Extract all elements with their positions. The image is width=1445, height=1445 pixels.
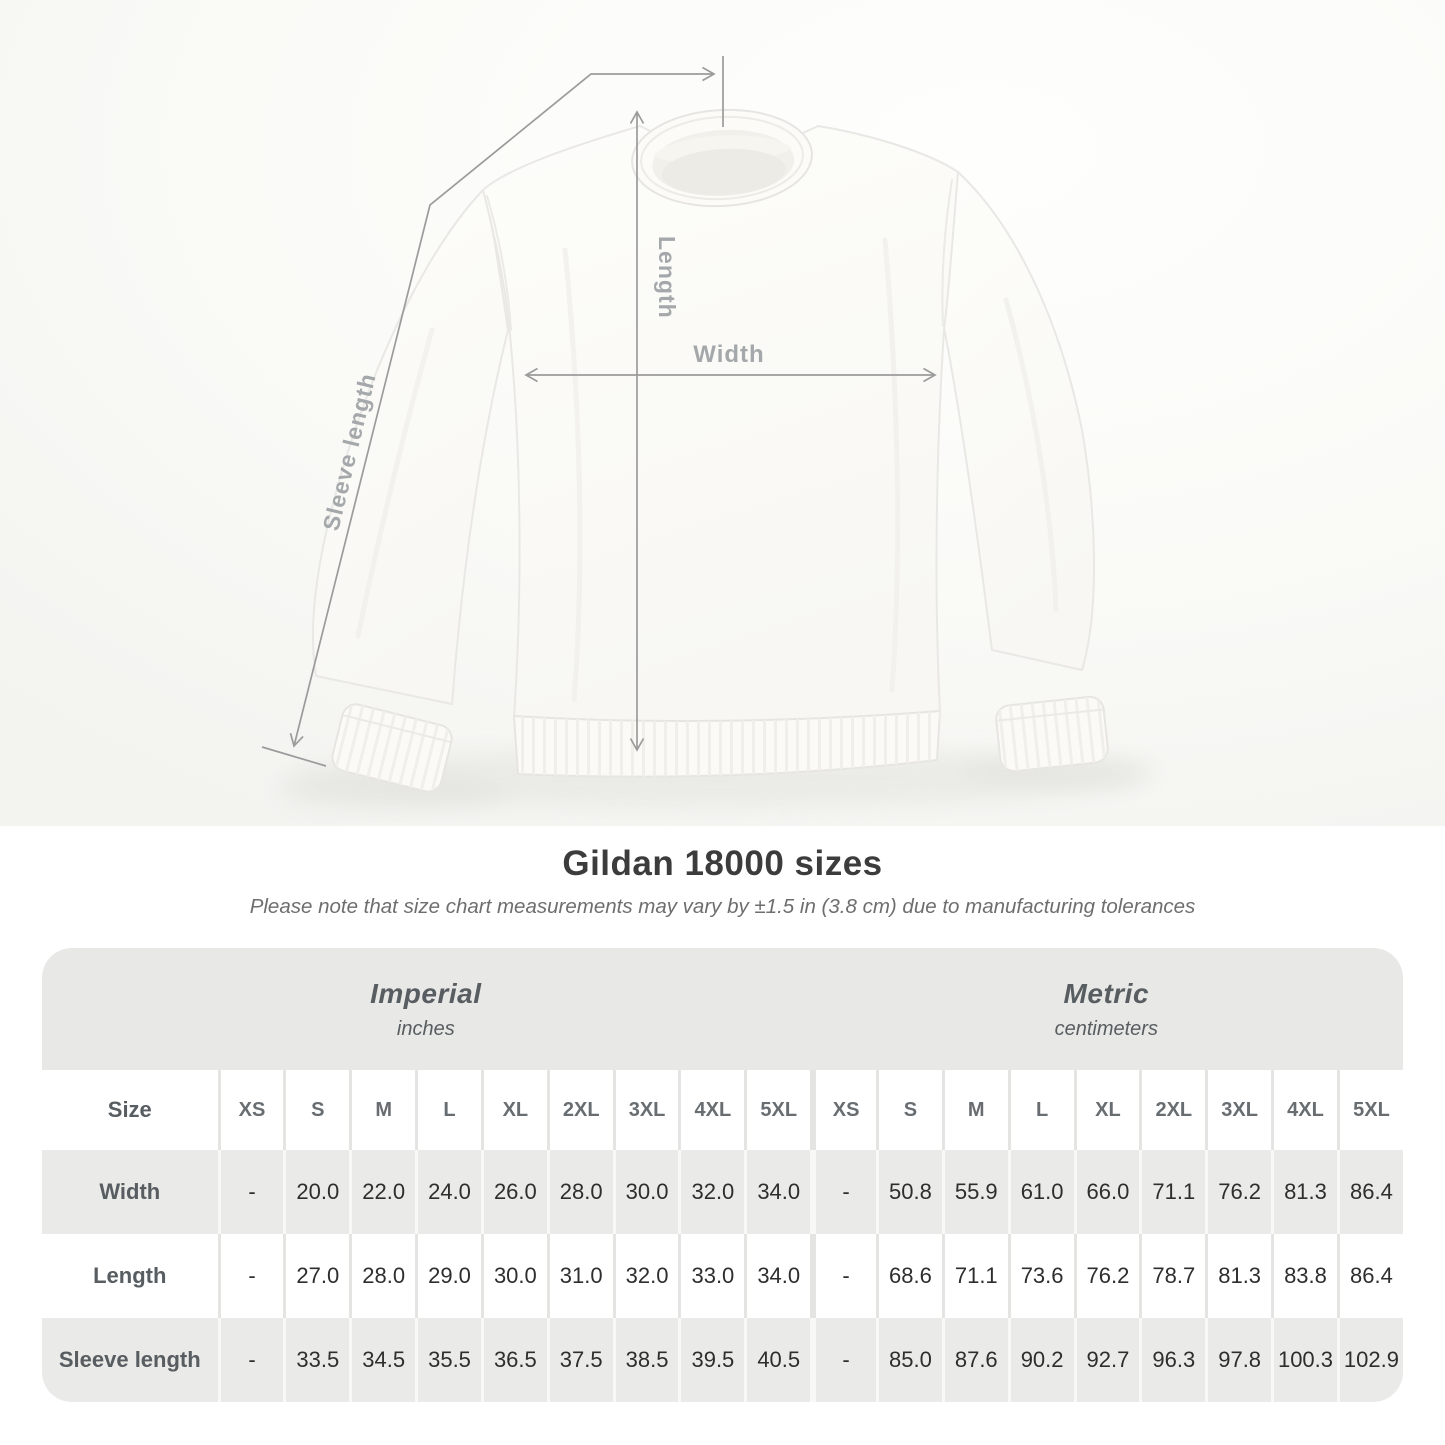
measurement-row-length [42,1234,1403,1318]
value-cell-imperial-m: 22.0 [349,1150,415,1234]
size-header-imperial-xl: XL [481,1070,547,1150]
value-cell-imperial-4xl: 33.0 [678,1234,744,1318]
imperial-unit: inches [396,1017,455,1040]
row-label: Length [93,1263,167,1288]
value-cell-metric-5xl: 86.4 [1337,1234,1403,1318]
value-cell-imperial-xs: - [218,1318,284,1402]
value-cell-metric-xl: 66.0 [1074,1150,1140,1234]
value-cell-metric-l: 73.6 [1008,1234,1074,1318]
value-cell-imperial-m: 28.0 [349,1234,415,1318]
value-cell-metric-3xl: 81.3 [1205,1234,1271,1318]
size-header-metric-xs: XS [810,1070,876,1150]
value-cell-metric-xs: - [810,1318,876,1402]
value-cell-metric-m: 71.1 [942,1234,1008,1318]
size-header-metric-l: L [1008,1070,1074,1150]
size-header-metric-3xl: 3XL [1205,1070,1271,1150]
size-header-imperial-xs: XS [218,1070,284,1150]
unit-band [42,948,1403,1070]
size-header-imperial-5xl: 5XL [744,1070,810,1150]
value-cell-imperial-3xl: 30.0 [613,1150,679,1234]
value-cell-metric-s: 68.6 [876,1234,942,1318]
size-header-metric-m: M [942,1070,1008,1150]
right-cuff [995,696,1109,773]
value-cell-imperial-2xl: 31.0 [547,1234,613,1318]
value-cell-metric-xs: - [810,1234,876,1318]
value-cell-imperial-xl: 30.0 [481,1234,547,1318]
value-cell-imperial-l: 29.0 [415,1234,481,1318]
imperial-heading: Imperial [370,977,482,1009]
size-header-imperial-3xl: 3XL [613,1070,679,1150]
size-header-metric-s: S [876,1070,942,1150]
value-cell-metric-m: 55.9 [942,1150,1008,1234]
value-cell-imperial-xs: - [218,1150,284,1234]
size-header-row [42,1070,1403,1150]
size-header-imperial-2xl: 2XL [547,1070,613,1150]
size-header-imperial-l: L [415,1070,481,1150]
measurement-row-sleeve-length [42,1318,1403,1402]
value-cell-metric-2xl: 71.1 [1139,1150,1205,1234]
tolerance-note: Please note that size chart measurements may vary by ±1.5 in (3.8 cm) due to manufacturing tolerances [249,895,1196,918]
size-header-metric-xl: XL [1074,1070,1140,1150]
value-cell-metric-3xl: 76.2 [1205,1150,1271,1234]
value-cell-metric-l: 90.2 [1008,1318,1074,1402]
value-cell-metric-xl: 92.7 [1074,1318,1140,1402]
value-cell-imperial-3xl: 38.5 [613,1318,679,1402]
value-cell-imperial-5xl: 34.0 [744,1234,810,1318]
width-label: Width [693,341,765,368]
hem-band [514,711,940,777]
measurement-row-width [42,1150,1403,1234]
value-cell-imperial-s: 20.0 [283,1150,349,1234]
value-cell-imperial-4xl: 32.0 [678,1150,744,1234]
body [483,126,958,722]
value-cell-metric-xl: 76.2 [1074,1234,1140,1318]
size-table-grid [42,1070,1403,1402]
metric-heading: Metric [1063,977,1150,1009]
size-header-imperial-4xl: 4XL [678,1070,744,1150]
value-cell-imperial-5xl: 34.0 [744,1150,810,1234]
value-cell-metric-s: 50.8 [876,1150,942,1234]
page-title: Gildan 18000 sizes [562,844,883,883]
value-cell-imperial-l: 24.0 [415,1150,481,1234]
value-cell-imperial-l: 35.5 [415,1318,481,1402]
size-table [42,948,1403,1402]
row-label: Sleeve length [58,1347,201,1372]
size-column-header: Size [107,1097,152,1122]
length-label: Length [654,236,680,319]
value-cell-metric-3xl: 97.8 [1205,1318,1271,1402]
value-cell-metric-m: 87.6 [942,1318,1008,1402]
sleeve-length-label: Sleeve length [317,370,381,534]
size-header-metric-2xl: 2XL [1139,1070,1205,1150]
unit-group-imperial [42,948,810,1070]
value-cell-metric-4xl: 81.3 [1271,1150,1337,1234]
value-cell-imperial-m: 34.5 [349,1318,415,1402]
value-cell-metric-5xl: 86.4 [1337,1150,1403,1234]
value-cell-metric-l: 61.0 [1008,1150,1074,1234]
value-cell-metric-5xl: 102.9 [1337,1318,1403,1402]
size-header-metric-4xl: 4XL [1271,1070,1337,1150]
value-cell-imperial-xl: 26.0 [481,1150,547,1234]
value-cell-metric-2xl: 96.3 [1139,1318,1205,1402]
value-cell-imperial-xs: - [218,1234,284,1318]
value-cell-metric-4xl: 83.8 [1271,1234,1337,1318]
value-cell-imperial-5xl: 40.5 [744,1318,810,1402]
size-header-imperial-s: S [283,1070,349,1150]
size-header-metric-5xl: 5XL [1337,1070,1403,1150]
value-cell-imperial-2xl: 37.5 [547,1318,613,1402]
value-cell-metric-4xl: 100.3 [1271,1318,1337,1402]
size-header-imperial-m: M [349,1070,415,1150]
value-cell-imperial-2xl: 28.0 [547,1150,613,1234]
value-cell-imperial-s: 27.0 [283,1234,349,1318]
value-cell-metric-xs: - [810,1150,876,1234]
value-cell-imperial-xl: 36.5 [481,1318,547,1402]
unit-group-metric [810,948,1403,1070]
value-cell-imperial-4xl: 39.5 [678,1318,744,1402]
value-cell-metric-2xl: 78.7 [1139,1234,1205,1318]
metric-unit: centimeters [1054,1017,1158,1040]
row-label: Width [99,1179,161,1204]
value-cell-imperial-s: 33.5 [283,1318,349,1402]
value-cell-imperial-3xl: 32.0 [613,1234,679,1318]
value-cell-metric-s: 85.0 [876,1318,942,1402]
